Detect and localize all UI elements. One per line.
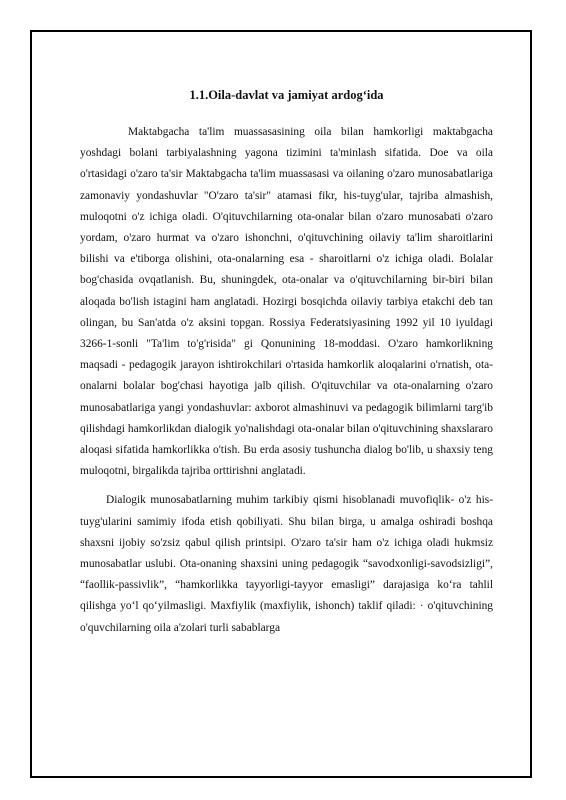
document-title: 1.1.Oila-davlat va jamiyat ardog‘ida xyxy=(189,88,384,102)
document-body xyxy=(80,86,493,639)
paragraph-1: Maktabgacha ta'lim muassasasining oila bilan hamkorligi maktabgacha yoshdagi bolani tarbiyalashning yagona tizimini ta'minlash sifatida. Doe va oila o'rtasidagi o'zaro ta'sir Maktabgacha ta'lim muassasasi va oilaning o'zaro munosabatlariga zamonaviy yondashuvlar "O'zaro ta'sir" atamasi fikr, his-tuyg'ular, tajriba almashish, muloqotni o'z ichiga oladi. O'qituvchilarning ota-onalar bilan o'zaro munosabati o'zaro yordam, o'zaro hurmat va o'zaro ishonchni, o'qituvchining oilaviy ta'lim sharoitlarini bilishi va e'tiborga olishini, ota-onalarning esa - sharoitlarni o'z ichiga oladi. Bolalar bog'chasida ovqatlanish. Bu, shuningdek, ota-onalar va o'qituvchilarning bir-biri bilan aloqada bo'lish istagini ham anglatadi. Hozirgi bosqichda oilaviy tarbiya etakchi deb tan olingan, bu San'atda o'z aksini topgan. Rossiya Federatsiyasining 1992 yil 10 iyuldagi 3266-1-sonli "Ta'lim to'g'risida" gi Qonunining 18-moddasi. O'zaro hamkorlikning maqsadi - pedagogik jarayon ishtirokchilari o'rtasida hamkorlik aloqalarini o'rnatish, ota-onalarni bolalar bog'chasi hayotiga jalb qilish. O'qituvchilar va ota-onalarning o'zaro munosabatlariga yangi yondashuvlar: axborot almashinuvi va pedagogik bilimlarni targ'ib qilishdagi hamkorlikdan dialogik yo'nalishdagi ota-onalar bilan o'qituvchining shaxslararo aloqasi sifatida hamkorlikka o'tish. Bu erda asosiy tushuncha dialog bo'lib, u shaxsiy teng muloqotni, birgalikda tajriba orttirishni anglatadi. xyxy=(80,126,493,478)
paragraph-2: Dialogik munosabatlarning muhim tarkibiy qismi hisoblanadi muvofiqlik- o'z his-tuyg'ularini samimiy ifoda etish qobiliyati. Shu bilan birga, u amalga oshiradi boshqa shaxsni ijobiy so'zsiz qabul qilish printsipi. O'zaro ta'sir ham o'z ichiga oladi hukmsiz munosabatlar uslubi. Ota-onaning shaxsini uning pedagogik “savodxonligi-savodsizligi”, “faollik-passivlik”, “hamkorlikka tayyorligi-tayyor emasligi” darajasiga ko‘ra tahlil qilishga yo‘l qo‘yilmasligi. Maxfiylik (maxfiylik, ishonch) taklif qiladi: · o'qituvchining o'quvchilarning oila a'zolari turli sabablarga xyxy=(80,494,493,634)
